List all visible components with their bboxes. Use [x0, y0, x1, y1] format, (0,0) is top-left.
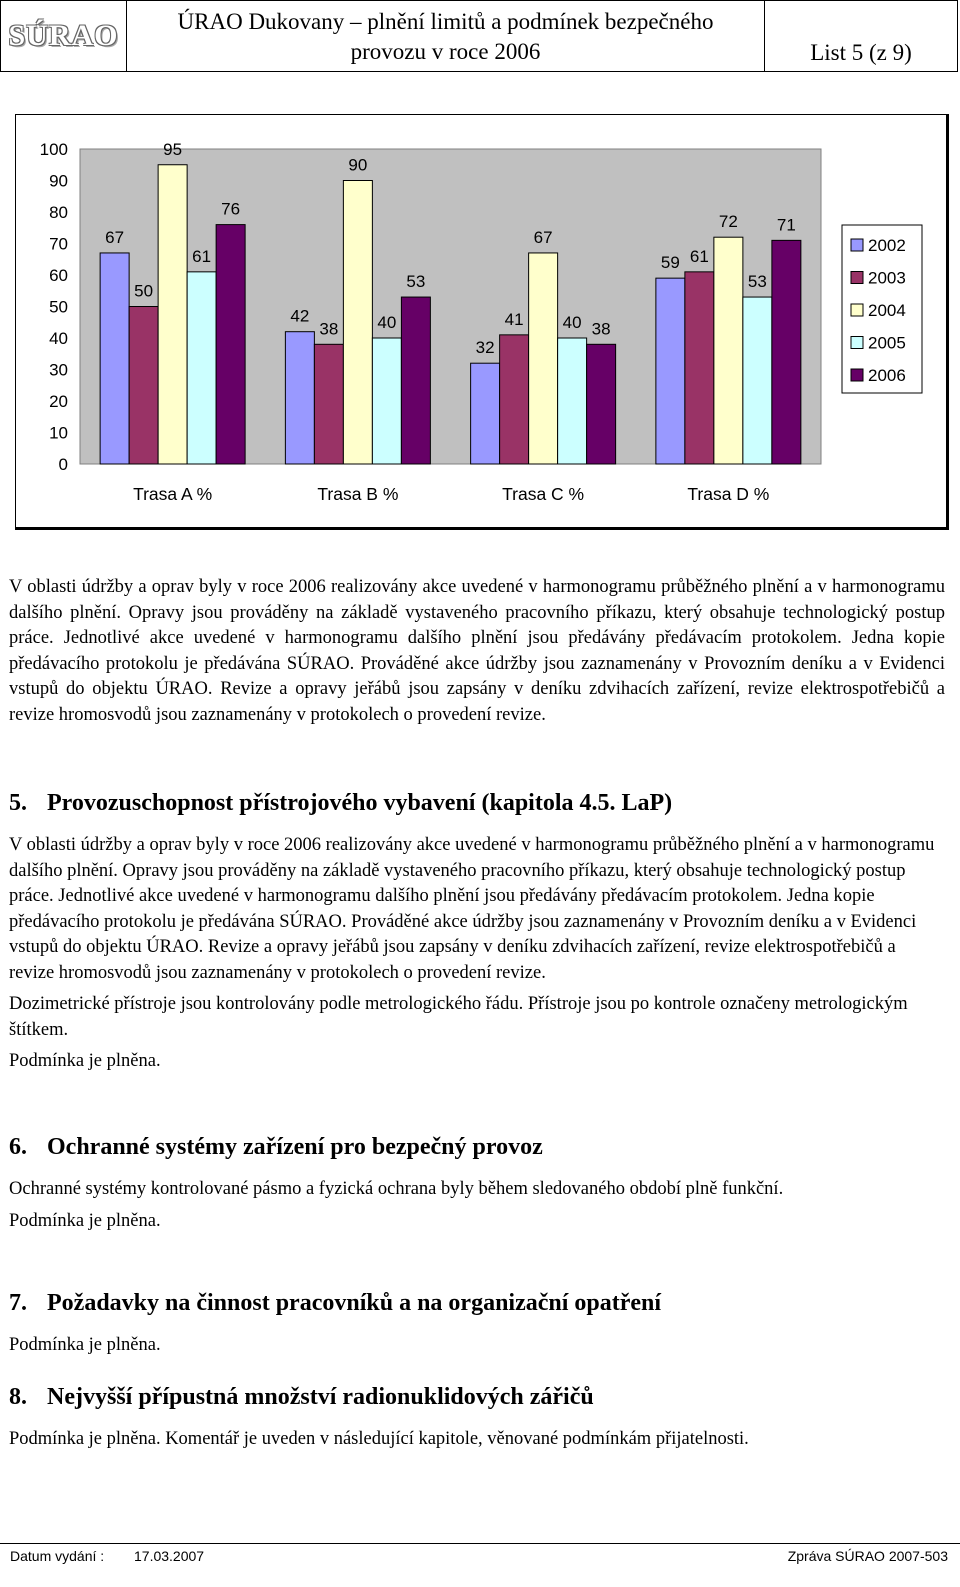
footer-divider: [0, 1543, 960, 1544]
bar-2003: [129, 307, 158, 465]
bar-value-label: 61: [192, 246, 212, 266]
page-header: [0, 0, 958, 72]
y-tick-label: 100: [39, 140, 68, 159]
chart-description: [9, 575, 945, 728]
y-tick-label: 70: [49, 234, 68, 254]
section-8-heading: [9, 1382, 594, 1412]
paragraph: Dozimetrické přístroje jsou kontrolovány podle metrologického řádu. Přístroje jsou po kontrole označeny metrologickým štítkem.: [9, 994, 908, 1040]
bar-value-label: 61: [689, 246, 709, 266]
bar-2006: [587, 344, 616, 464]
x-category-label: Trasa C %: [502, 484, 585, 504]
bar-chart-frame: [15, 114, 949, 530]
bar-value-label: 90: [348, 155, 368, 175]
legend-label: 2005: [868, 333, 906, 353]
bar-value-label: 42: [290, 306, 310, 326]
y-tick-label: 40: [49, 329, 68, 348]
issue-date-label: Datum vydání :: [10, 1548, 105, 1564]
bar-chart: [16, 115, 946, 527]
bar-value-label: 40: [562, 313, 582, 332]
bar-2006: [401, 297, 430, 464]
condition-status: Podmínka je plněna. Komentář je uveden v následující kapitole, věnované podmínkám přijatelnosti.: [9, 1429, 749, 1449]
y-tick-label: 90: [49, 171, 68, 191]
bar-2003: [500, 335, 529, 464]
y-tick-label: 30: [49, 360, 68, 380]
legend-swatch: [851, 304, 863, 316]
bar-value-label: 71: [776, 215, 796, 235]
bar-2003: [685, 272, 714, 464]
section-number: 8.: [9, 1384, 27, 1410]
bar-value-label: 50: [134, 281, 154, 301]
section-title: Nejvyšší přípustná množství radionuklidových zářičů: [47, 1384, 594, 1410]
bar-2004: [158, 165, 187, 464]
bar-2006: [772, 240, 801, 464]
bar-2005: [372, 338, 401, 464]
bar-2004: [529, 253, 558, 464]
y-tick-label: 0: [58, 455, 68, 474]
bar-value-label: 53: [406, 272, 426, 292]
section-5-body: [9, 833, 945, 1075]
section-title: Požadavky na činnost pracovníků a na organizační opatření: [47, 1290, 662, 1316]
bar-2005: [187, 272, 216, 464]
report-number: Zpráva SÚRAO 2007-503: [787, 1548, 948, 1564]
y-tick-label: 50: [49, 297, 68, 317]
section-title: Provozuschopnost přístrojového vybavení (kapitola 4.5. LaP): [47, 790, 673, 816]
bar-2002: [100, 253, 129, 464]
x-category-label: Trasa D %: [687, 484, 770, 504]
document-title: [127, 1, 764, 71]
bar-value-label: 59: [660, 253, 680, 273]
bar-value-label: 72: [718, 212, 738, 232]
legend-swatch: [851, 337, 863, 349]
bar-2003: [314, 344, 343, 464]
title-line-1: ÚRAO Dukovany – plnění limitů a podmínek bezpečného: [177, 9, 714, 34]
bar-2002: [285, 332, 314, 464]
legend-label: 2003: [868, 268, 906, 288]
legend-swatch: [851, 272, 863, 284]
legend-swatch: [851, 239, 863, 251]
bar-value-label: 38: [591, 319, 611, 339]
bar-2005: [558, 338, 587, 464]
bar-2004: [343, 181, 372, 465]
section-8-body: [9, 1427, 945, 1453]
legend-label: 2004: [868, 301, 906, 320]
condition-status: Podmínka je plněna.: [9, 1335, 161, 1355]
bar-2002: [471, 363, 500, 464]
surao-logo: SÚRAO: [8, 19, 119, 52]
section-number: 6.: [9, 1134, 27, 1160]
section-6-body: [9, 1177, 945, 1234]
paragraph: V oblasti údržby a oprav byly v roce 2006 realizovány akce uvedené v harmonogramu průběžného plnění a v harmonogramu dalšího plnění. Opravy jsou prováděny na základě vystaveného pracovního příkazu, který obsahuje technologický postup práce. Jednotlivé akce uvedené v harmonogramu dalšího plnění jsou předávány předávacím protokolem. Jedna kopie předávacího protokolu je předávána SÚRAO. Prováděné akce údržby jsou zaznamenány v Provozním deníku a v Evidenci vstupů do objektu ÚRAO. Revize a opravy jeřábů jsou zapsány v deníku zdvihacích zařízení, revize elektrospotřebičů a revize hromosvodů jsou zaznamenány v protokolech o provedení revize.: [9, 835, 935, 983]
bar-value-label: 67: [533, 227, 553, 247]
section-5-heading: [9, 788, 672, 818]
bar-value-label: 76: [221, 199, 241, 219]
bar-value-label: 41: [504, 309, 524, 329]
bar-2002: [656, 278, 685, 464]
bar-2005: [743, 297, 772, 464]
y-tick-label: 80: [49, 203, 68, 222]
section-number: 5.: [9, 790, 27, 816]
section-7-body: [9, 1333, 945, 1359]
condition-status: Podmínka je plněna.: [9, 1210, 161, 1231]
title-line-2: provozu v roce 2006: [350, 39, 541, 64]
legend-label: 2002: [868, 236, 906, 255]
y-tick-label: 10: [49, 423, 68, 443]
bar-value-label: 53: [747, 272, 767, 292]
issue-date: 17.03.2007: [134, 1548, 205, 1564]
bar-2006: [216, 225, 245, 464]
page-number: List 5 (z 9): [764, 1, 957, 71]
section-7-heading: [9, 1288, 661, 1318]
x-category-label: Trasa A %: [133, 484, 213, 504]
section-number: 7.: [9, 1290, 27, 1316]
bar-2004: [714, 237, 743, 464]
y-tick-label: 20: [49, 392, 68, 411]
section-6-heading: [9, 1132, 543, 1162]
bar-value-label: 67: [105, 227, 125, 247]
section-title: Ochranné systémy zařízení pro bezpečný provoz: [47, 1134, 543, 1160]
bar-value-label: 95: [163, 139, 183, 159]
paragraph: Ochranné systémy kontrolované pásmo a fyzická ochrana byly během sledovaného období plně funkční.: [9, 1179, 784, 1199]
paragraph: V oblasti údržby a oprav byly v roce 2006 realizovány akce uvedené v harmonogramu průběžného plnění a v harmonogramu dalšího plnění. Opravy jsou prováděny na základě vystaveného pracovního příkazu, který obsahuje technologický postup práce. Jednotlivé akce uvedené v harmonogramu dalšího plnění jsou předávány předávacím protokolem. Jedna kopie předávacího protokolu je předávána SÚRAO. Prováděné akce údržby jsou zaznamenány v Provozním deníku a v Evidenci vstupů do objektu ÚRAO. Revize a opravy jeřábů jsou zapsány v deníku zdvihacích zařízení, revize elektrospotřebičů a revize hromosvodů jsou zaznamenány v protokolech o provedení revize.: [9, 577, 945, 725]
condition-status: Podmínka je plněna.: [9, 1051, 161, 1071]
bar-value-label: 38: [319, 319, 339, 339]
bar-value-label: 32: [475, 338, 495, 358]
x-category-label: Trasa B %: [317, 484, 399, 504]
logo-cell: [1, 1, 127, 71]
y-tick-label: 60: [49, 266, 68, 285]
legend-label: 2006: [868, 366, 906, 385]
legend-swatch: [851, 369, 863, 381]
bar-value-label: 40: [377, 313, 397, 332]
